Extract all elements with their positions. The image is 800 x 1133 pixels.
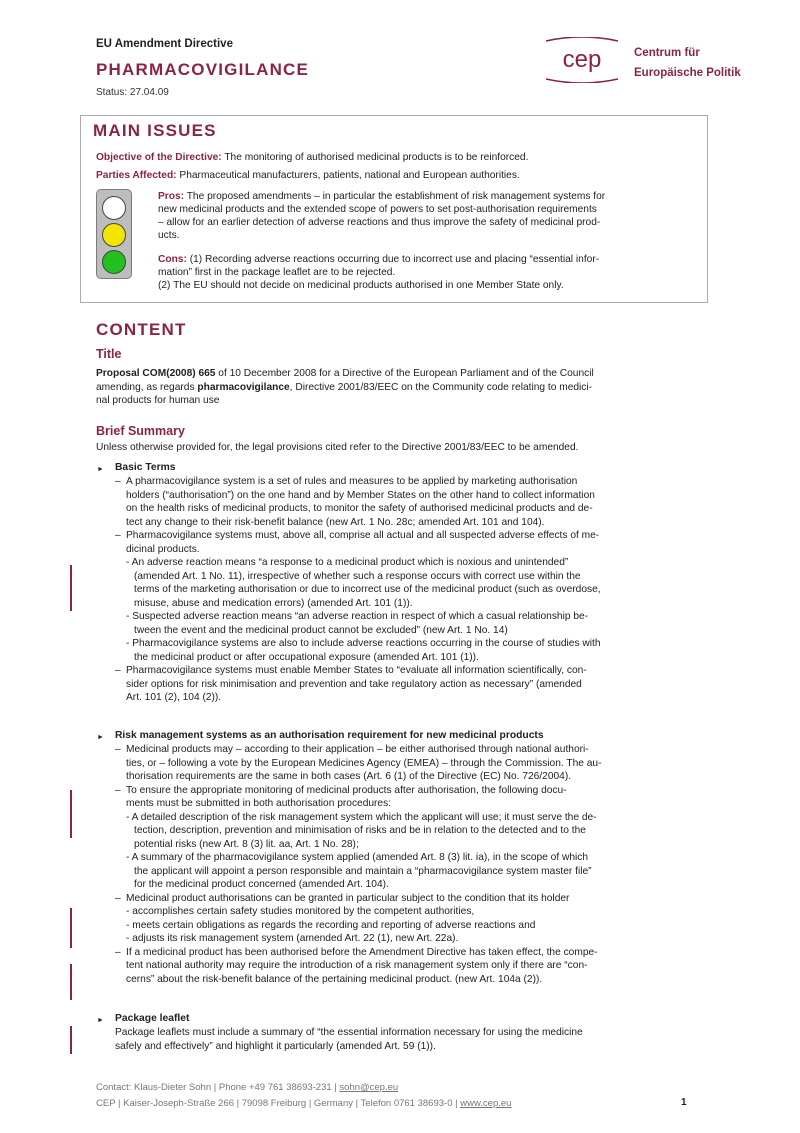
title-heading: Title [96,347,122,361]
paragraph-line: terms of the marketing authorisation or due to incorrect use of the medicinal product (such as overdose, [134,584,601,595]
paragraph-line: ments must be submitted in both authorisation procedures: [126,798,392,809]
status-date: Status: 27.04.09 [96,87,169,98]
change-bar [70,1026,72,1054]
pros-line: ucts. [158,230,180,241]
change-bar [70,790,72,838]
paragraph-line: misuse, abuse and medication errors) (amended Art. 101 (1)). [134,597,413,609]
contact-email-link[interactable]: sohn@cep.eu [339,1082,399,1093]
paragraph-line: sider options for risk minimisation and prevention and take regulatory action as necessary” (amended [126,678,582,690]
org-name-line2: Europäische Politik [634,67,741,79]
paragraph-line: holders (“authorisation”) on the one hand and by Member States on the other hand to collect information [126,489,595,501]
paragraph-line: - An adverse reaction means “a response to a medicinal product which is noxious and unintended” [126,557,569,568]
footer-address [96,1098,511,1109]
paragraph-line: cerns” about the risk-benefit balance of the pertaining medicinal product. (new Art. 104a (2)). [126,973,543,985]
paragraph-line: - meets certain obligations as regards the recording and reporting of adverse reactions and [126,919,536,931]
bullet-arrow-icon: ► [97,734,104,741]
dash-bullet: – [115,892,121,904]
pros-line: The proposed amendments – in particular the establishment of risk management systems for [184,191,606,202]
paragraph-line: tween the event and the medicinal product cannot be excluded” (new Art. 1 No. 14) [134,624,508,636]
change-bar [70,964,72,1000]
paragraph-line: Package leaflets must include a summary of “the essential information necessary for using the medicine [115,1027,583,1038]
paragraph-line: Art. 101 (2), 104 (2)). [126,692,222,703]
paragraph-line: - Suspected adverse reaction means “an adverse reaction in respect of which a casual relationship be- [126,611,589,622]
paragraph-line: ties, or – following a vote by the European Medicines Agency (EMEA) – through the Commission. The au- [126,757,602,769]
dash-bullet: – [115,665,121,676]
dash-bullet: – [115,530,121,541]
change-bar [70,565,72,611]
cons-line: (1) Recording adverse reactions occurring due to incorrect use and placing “essential infor- [186,254,600,265]
bullet-arrow-icon: ► [97,1017,104,1024]
paragraph-line: safely and effectively” and highlight it particularly (amended Art. 59 (1)). [115,1040,436,1052]
risk-management-block [96,743,686,986]
objective-text: The monitoring of authorised medicinal products is to be reinforced. [221,152,529,163]
paragraph-line: tect any change to their risk-benefit balance (new Art. 1 No. 28c; amended Art. 101 and 104). [126,516,545,528]
cons-line: (2) The EU should not decide on medicinal products authorised in one Member State only. [158,280,564,291]
paragraph-line: thorisation requirements are the same in both cases (Art. 6 (1) of the Directive (EC) No. 726/2004). [126,771,572,782]
content-heading: CONTENT [96,320,187,339]
pros-line: new medicinal products and the extended scope of powers to set post-authorisation requirements [158,204,597,215]
package-leaflet-heading: Package leaflet [115,1013,190,1024]
package-leaflet-block [115,1026,686,1053]
document-kicker: EU Amendment Directive [96,38,233,50]
objective-label: Objective of the Directive: [96,152,222,163]
footer-contact [96,1082,398,1093]
website-link[interactable]: www.cep.eu [460,1098,512,1109]
paragraph-line: tent national authority may require the introduction of a risk management system only if there are “con- [126,960,588,971]
title-keyword: pharmacovigilance [197,381,290,393]
paragraph-line: - accomplishes certain safety studies monitored by the competent authorities, [126,906,475,917]
bullet-arrow-icon: ► [97,466,104,473]
paragraph-line: for the medicinal product concerned (amended Art. 104). [134,879,389,890]
title-text: of 10 December 2008 for a Directive of the European Parliament and of the Council [215,368,594,379]
cep-logo [512,33,762,97]
cons-block [158,253,690,292]
paragraph-line: - A summary of the pharmacovigilance system applied (amended Art. 8 (3) lit. ia), in the scope of which [126,852,589,863]
paragraph-line: If a medicinal product has been authorised before the Amendment Directive has taken effect, the compe- [126,946,598,958]
paragraph-line: on the health risks of medicinal products, to monitor the safety of authorised medicinal products and de- [126,503,593,514]
paragraph-line: Pharmacovigilance systems must enable Member States to “evaluate all information scientifically, con- [126,665,587,676]
summary-heading: Brief Summary [96,424,185,438]
cep-logo-mark [540,37,624,83]
parties-text: Pharmaceutical manufacturers, patients, national and European authorities. [176,170,520,181]
parties-label: Parties Affected: [96,170,177,181]
document-title: PHARMACOVIGILANCE [96,60,310,79]
paragraph-line: A pharmacovigilance system is a set of rules and measures to be applied by marketing authorisation [126,476,578,487]
paragraph-line: dicinal products. [126,543,200,555]
org-name-line1: Centrum für [634,47,700,59]
summary-intro: Unless otherwise provided for, the legal provisions cited refer to the Directive 2001/83/EEC to be amended. [96,442,579,453]
cons-label: Cons: [158,254,187,265]
pros-block [158,190,690,242]
paragraph-line: To ensure the appropriate monitoring of medicinal products after authorisation, the following docu- [126,784,567,796]
title-text: amending, as regards [96,381,198,393]
traffic-light-bottom-lamp [102,250,126,274]
basic-terms-block [96,475,686,705]
risk-management-heading: Risk management systems as an authorisation requirement for new medicinal products [115,730,544,741]
dash-bullet: – [115,476,121,487]
paragraph-line: (amended Art. 1 No. 11), irrespective of whether such a response occurs with correct use within the [134,570,581,582]
title-text: , Directive 2001/83/EEC on the Community code relating to medici- [289,381,593,393]
dash-bullet: – [115,744,121,755]
paragraph-line: the applicant will appoint a person responsible and maintain a “pharmacovigilance system master file” [134,865,592,877]
page-number: 1 [681,1097,687,1108]
main-issues-heading: MAIN ISSUES [93,121,217,140]
title-paragraph [96,367,686,408]
traffic-light-middle-lamp [102,223,126,247]
paragraph-line: Pharmacovigilance systems must, above all, comprise all actual and all suspected adverse effects of me- [126,530,600,541]
paragraph-line: tection, description, prevention and minimisation of risks and be in relation to the detected and to the [134,825,586,836]
paragraph-line: the medicinal product or after occupational exposure (amended Art. 101 (1)). [134,651,479,663]
pros-label: Pros: [158,191,185,202]
paragraph-line: - Pharmacovigilance systems are also to include adverse reactions occurring in the course of studies with [126,638,601,649]
traffic-light-icon [96,189,132,279]
paragraph-line: Medicinal products may – according to their application – be either authorised through national authori- [126,744,589,755]
traffic-light-top-lamp [102,196,126,220]
footer-address-text: CEP | Kaiser-Joseph-Straße 266 | 79098 Freiburg | Germany | Telefon 0761 38693-0 | [96,1098,461,1109]
proposal-reference: Proposal COM(2008) 665 [96,368,216,379]
pros-line: – allow for an earlier detection of adverse reactions and thus improve the safety of medicinal prod- [158,217,601,228]
org-name [634,43,741,83]
dash-bullet: – [115,784,121,796]
footer-contact-text: Contact: Klaus-Dieter Sohn | Phone +49 761 38693-231 | [96,1082,340,1093]
dash-bullet: – [115,946,121,958]
basic-terms-heading: Basic Terms [115,462,176,473]
paragraph-line: - A detailed description of the risk management system which the applicant will use; it must serve the de- [126,811,597,823]
cep-logo-text: cep [562,46,602,73]
cons-line: mation” first in the package leaflet are to be rejected. [158,267,396,278]
objective-line [96,151,528,164]
paragraph-line: - adjusts its risk management system (amended Art. 22 (1), new Art. 22a). [126,933,459,944]
paragraph-line: potential risks (new Art. 8 (3) lit. aa, Art. 1 No. 28); [134,838,359,850]
parties-line [96,169,520,182]
title-text: nal products for human use [96,395,220,406]
paragraph-line: Medicinal product authorisations can be granted in particular subject to the condition that its holder [126,892,570,904]
change-bar [70,908,72,948]
